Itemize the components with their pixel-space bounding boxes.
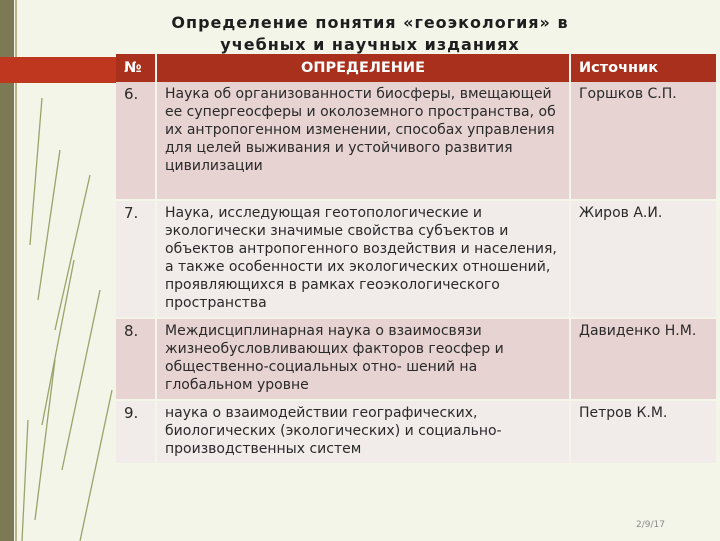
- row-source: Горшков С.П.: [570, 82, 716, 200]
- header-number: №: [116, 54, 156, 82]
- slide-date: 2/9/17: [636, 520, 665, 530]
- table-row: [116, 400, 716, 464]
- table-row: [116, 318, 716, 400]
- row-definition: Наука, исследующая геотопологические и экологически значимые свойства субъектов и объектов антропогенного воздействия и населения, а также особенности их экологических отношений, проявляющихся в рамках геоэкологического пространства: [156, 200, 570, 318]
- definitions-table: [116, 54, 716, 465]
- row-definition: Наука об организованности биосферы, вмещающей ее супергеосферы и околоземного пространства, об их антропогенном изменении, способах управления для целей выживания и устойчивого развития цивилизации: [156, 82, 570, 200]
- title-line-1: Определение понятия «геоэкология» в: [171, 13, 569, 32]
- table-row: [116, 200, 716, 318]
- title-line-2: учебных и научных изданиях: [220, 35, 520, 54]
- header-definition: ОПРЕДЕЛЕНИЕ: [156, 54, 570, 82]
- row-source: Петров К.М.: [570, 400, 716, 464]
- row-number: 7.: [116, 200, 156, 318]
- row-definition: наука о взаимодействии географических, биологических (экологических) и социально-производственных систем: [156, 400, 570, 464]
- table-header-row: [116, 54, 716, 82]
- row-number: 8.: [116, 318, 156, 400]
- header-source: Источник: [570, 54, 716, 82]
- row-number: 9.: [116, 400, 156, 464]
- slide-title: [150, 12, 590, 56]
- header-accent-bar: [0, 57, 116, 83]
- table-row: [116, 82, 716, 200]
- row-definition: Междисциплинарная наука о взаимосвязи жизнеобусловливающих факторов геосфер и общественно-социальных отно- шений на глобальном уровне: [156, 318, 570, 400]
- row-source: Жиров А.И.: [570, 200, 716, 318]
- row-number: 6.: [116, 82, 156, 200]
- row-source: Давиденко Н.М.: [570, 318, 716, 400]
